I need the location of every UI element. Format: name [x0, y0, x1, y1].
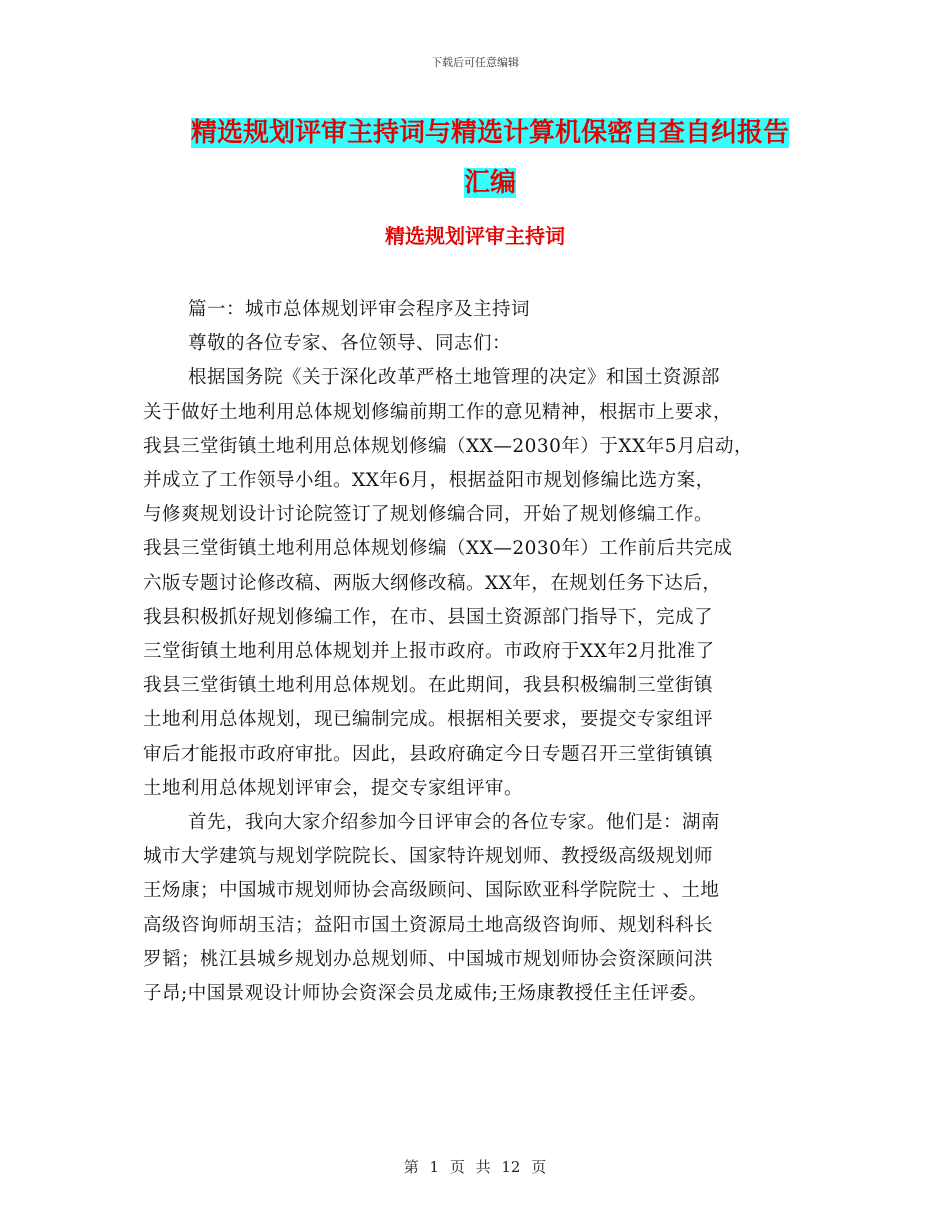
text-line: 高级咨询师胡玉洁；益阳市国土资源局土地高级咨询师、规划科科长 [143, 914, 714, 936]
text-line: 审后才能报市政府审批。因此，县政府确定今日专题召开三堂街镇镇 [143, 743, 714, 765]
page-footer: 第 1 页 共 12 页 [403, 1158, 547, 1176]
document-title-line-1: 精选规划评审主持词与精选计算机保密自查自纠报告 [190, 118, 789, 148]
text-line: 并成立了工作领导小组。XX年6月，根据益阳市规划修编比选方案， [143, 470, 715, 492]
text-line: 城市大学建筑与规划学院院长、国家特许规划师、教授级高级规划师 [143, 846, 714, 868]
document-title-line-2: 汇编 [463, 168, 516, 198]
text-line: 关于做好土地利用总体规划修编前期工作的意见精神，根据市上要求， [143, 401, 733, 423]
text-line: 罗韬；桃江县城乡规划办总规划师、中国城市规划师协会资深顾问洪 [143, 948, 714, 970]
text-line: 我县三堂街镇土地利用总体规划修编（XX—2030年）工作前后共完成 [143, 538, 733, 560]
text-line: 三堂街镇土地利用总体规划并上报市政府。市政府于XX年2月批准了 [143, 641, 715, 663]
text-line: 与修爽规划设计讨论院签订了规划修编合同，开始了规划修编工作。 [143, 504, 714, 526]
text-line: 首先，我向大家介绍参加今日评审会的各位专家。他们是：湖南 [188, 812, 721, 834]
text-line: 我县积极抓好规划修编工作，在市、县国土资源部门指导下，完成了 [143, 606, 714, 628]
text-line: 我县三堂街镇土地利用总体规划修编（XX—2030年）于XX年5月启动， [143, 435, 754, 457]
text-line: 土地利用总体规划，现已编制完成。根据相关要求，要提交专家组评 [143, 709, 714, 731]
text-line: 土地利用总体规划评审会，提交专家组评审。 [143, 777, 524, 799]
text-line: 六版专题讨论修改稿、两版大纲修改稿。XX年，在规划任务下达后， [143, 572, 722, 594]
text-line: 根据国务院《关于深化改革严格土地管理的决定》和国土资源部 [188, 367, 721, 389]
document-body [143, 293, 813, 1011]
text-line: 我县三堂街镇土地利用总体规划。在此期间，我县积极编制三堂街镇 [143, 675, 714, 697]
text-line: 子昂;中国景观设计师协会资深会员龙威伟;王炀康教授任主任评委。 [143, 983, 708, 1005]
text-line: 王炀康；中国城市规划师协会高级顾问、国际欧亚科学院院士 、土地 [143, 880, 720, 902]
paragraph-background [143, 361, 813, 806]
header-note: 下载后可任意编辑 [431, 56, 519, 69]
paragraph-salutation: 尊敬的各位专家、各位领导、同志们： [188, 333, 512, 355]
document-title [140, 108, 840, 208]
paragraph-heading: 篇一：城市总体规划评审会程序及主持词 [188, 299, 531, 320]
paragraph-experts [143, 806, 813, 1011]
section-title: 精选规划评审主持词 [385, 224, 565, 248]
